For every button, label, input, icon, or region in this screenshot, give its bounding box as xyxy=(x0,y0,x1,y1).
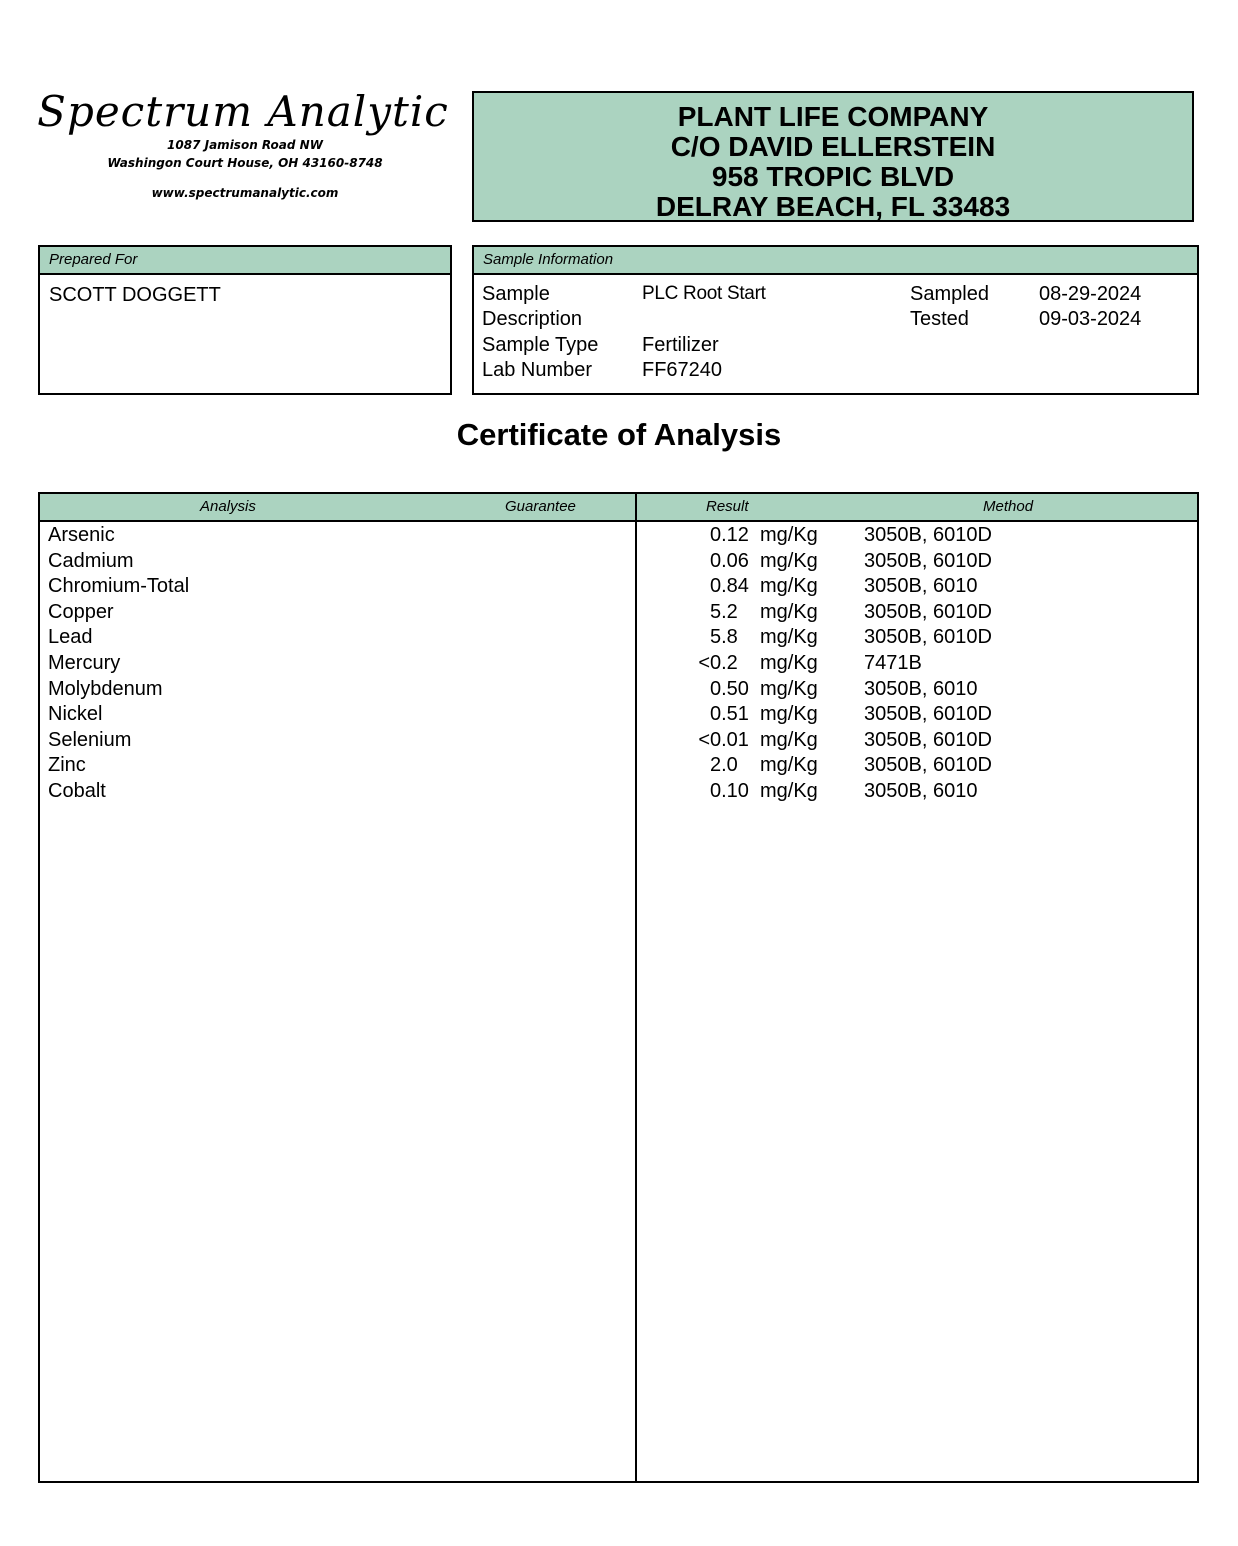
table-row xyxy=(40,599,1197,625)
client-line-4: DELRAY BEACH, FL 33483 xyxy=(655,191,1011,222)
result-value: 0.50 xyxy=(710,677,749,700)
result-unit: mg/Kg xyxy=(760,780,818,802)
result-unit: mg/Kg xyxy=(760,524,818,546)
lab-website: www.spectrumanalytic.com xyxy=(151,186,339,200)
analysis-name: Copper xyxy=(48,600,114,623)
result-unit: mg/Kg xyxy=(760,677,818,700)
sample-info-box xyxy=(472,245,1199,395)
table-row xyxy=(40,650,1197,676)
method-value: 7471B xyxy=(864,652,922,674)
analysis-name: Chromium-Total xyxy=(48,575,190,598)
client-address-box xyxy=(472,91,1194,222)
lab-header xyxy=(37,87,450,200)
analysis-name: Cobalt xyxy=(48,780,106,802)
page-title: Certificate of Analysis xyxy=(456,417,782,452)
lab-address-line-1: 1087 Jamison Road NW xyxy=(167,138,323,152)
analysis-name: Mercury xyxy=(48,652,121,674)
analysis-name: Cadmium xyxy=(48,549,134,572)
table-row xyxy=(40,522,1197,548)
table-row xyxy=(40,573,1197,599)
analysis-name: Zinc xyxy=(48,754,86,777)
result-value: 0.06 xyxy=(710,549,749,572)
sampled-date: 08-29-2024 xyxy=(1039,283,1142,305)
method-value: 3050B, 6010 xyxy=(864,575,978,598)
sample-info-header: Sample Information xyxy=(474,247,1197,275)
lab-address-line-2: Washingon Court House, OH 43160-8748 xyxy=(107,156,383,170)
method-value: 3050B, 6010 xyxy=(864,780,978,802)
result-unit: mg/Kg xyxy=(760,652,818,674)
table-row xyxy=(40,676,1197,702)
result-value: 0.10 xyxy=(710,780,749,802)
description-label: Description xyxy=(482,308,583,330)
result-unit: mg/Kg xyxy=(760,549,818,572)
analysis-name: Selenium xyxy=(48,728,132,751)
result-qualifier: < xyxy=(698,728,710,751)
sample-type-label: Sample Type xyxy=(482,334,599,356)
analysis-name: Lead xyxy=(48,626,93,649)
method-value: 3050B, 6010D xyxy=(864,626,992,649)
col-analysis: Analysis xyxy=(200,498,256,515)
table-row xyxy=(40,701,1197,727)
lab-number-value: FF67240 xyxy=(642,359,723,381)
prepared-for-header: Prepared For xyxy=(40,247,450,275)
method-value: 3050B, 6010D xyxy=(864,728,992,751)
result-unit: mg/Kg xyxy=(760,754,818,777)
sample-type-value: Fertilizer xyxy=(642,334,719,356)
result-unit: mg/Kg xyxy=(760,600,818,623)
analysis-name: Arsenic xyxy=(48,524,115,546)
sampled-label: Sampled xyxy=(910,283,989,305)
result-value: 0.84 xyxy=(710,575,749,598)
table-row xyxy=(40,727,1197,753)
table-row xyxy=(40,778,1197,804)
client-line-2: C/O DAVID ELLERSTEIN xyxy=(670,131,996,162)
result-value: 5.2 xyxy=(710,600,738,623)
tested-date: 09-03-2024 xyxy=(1039,308,1142,330)
sample-label: Sample xyxy=(482,283,550,305)
prepared-for-name: SCOTT DOGGETT xyxy=(49,284,221,306)
result-value: 0.2 xyxy=(710,652,738,674)
table-row xyxy=(40,624,1197,650)
method-value: 3050B, 6010D xyxy=(864,703,992,726)
result-unit: mg/Kg xyxy=(760,575,818,598)
col-method: Method xyxy=(983,498,1034,515)
prepared-for-box xyxy=(38,245,452,395)
results-table-header xyxy=(40,494,1197,522)
result-value: 0.12 xyxy=(710,524,749,546)
table-row xyxy=(40,752,1197,778)
result-value: 0.51 xyxy=(710,703,749,726)
method-value: 3050B, 6010D xyxy=(864,600,992,623)
client-line-1: PLANT LIFE COMPANY xyxy=(677,101,989,132)
method-value: 3050B, 6010D xyxy=(864,754,992,777)
col-result: Result xyxy=(706,498,749,515)
result-qualifier: < xyxy=(698,652,710,674)
table-row xyxy=(40,548,1197,574)
result-value: 0.01 xyxy=(710,728,749,751)
result-unit: mg/Kg xyxy=(760,728,818,751)
method-value: 3050B, 6010D xyxy=(864,549,992,572)
results-table xyxy=(38,492,1199,1483)
result-value: 5.8 xyxy=(710,626,738,649)
analysis-name: Molybdenum xyxy=(48,677,163,700)
analysis-name: Nickel xyxy=(48,703,103,726)
result-unit: mg/Kg xyxy=(760,703,818,726)
result-unit: mg/Kg xyxy=(760,626,818,649)
result-value: 2.0 xyxy=(710,754,738,777)
lab-number-label: Lab Number xyxy=(482,359,593,381)
sample-value: PLC Root Start xyxy=(642,283,766,304)
method-value: 3050B, 6010D xyxy=(864,524,992,546)
method-value: 3050B, 6010 xyxy=(864,677,978,700)
col-guarantee: Guarantee xyxy=(505,498,576,515)
tested-label: Tested xyxy=(910,308,969,330)
lab-logo: Spectrum Analytic xyxy=(37,87,449,136)
client-line-3: 958 TROPIC BLVD xyxy=(711,161,955,192)
